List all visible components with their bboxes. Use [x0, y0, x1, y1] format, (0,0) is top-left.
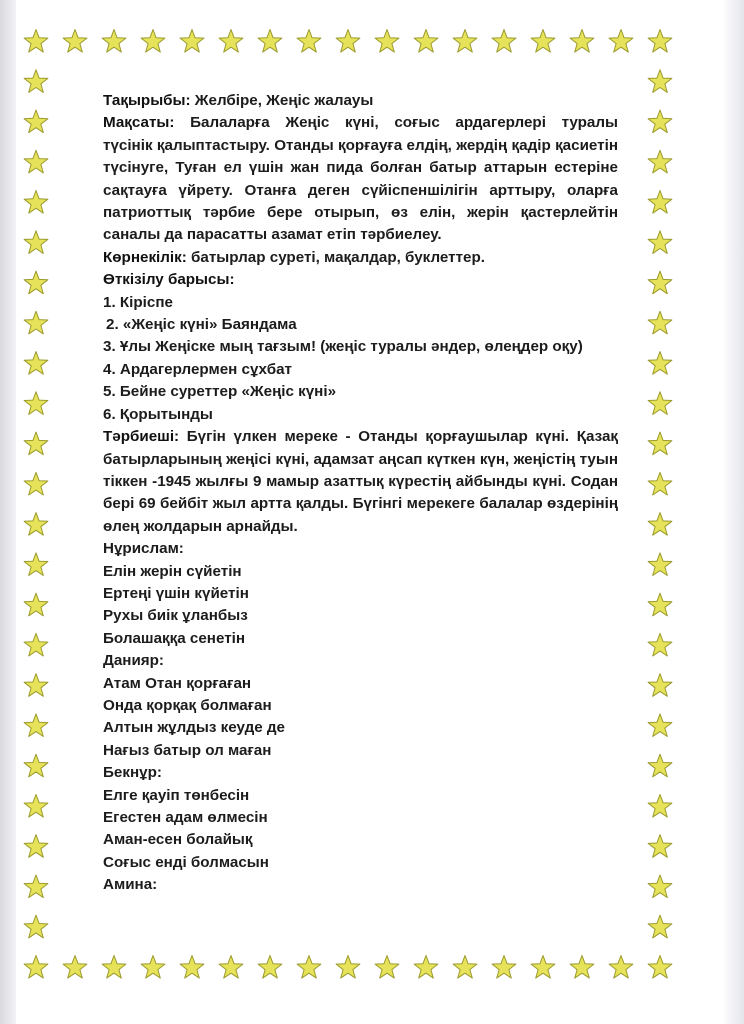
star-icon [24, 956, 48, 979]
poem-line: Елін жерін сүйетін [103, 562, 242, 580]
star-icon [375, 30, 399, 53]
poem-line: Рухы биік ұланбыз [103, 607, 248, 625]
star-icon [492, 956, 516, 979]
star-icon [24, 593, 48, 616]
star-icon [648, 191, 672, 214]
poem-section [103, 538, 618, 897]
star-icon [453, 30, 477, 53]
star-icon [648, 835, 672, 858]
star-icon [336, 30, 360, 53]
star-icon [24, 875, 48, 898]
teacher-text: Бүгін үлкен мереке - Отанды қорғаушылар күні. Қазақ [179, 428, 618, 446]
star-icon [24, 754, 48, 777]
goal-label: Мақсаты: [103, 114, 175, 132]
star-icon [648, 593, 672, 616]
star-icon [258, 30, 282, 53]
star-icon [648, 70, 672, 93]
visual-label: Көрнекілік: [103, 248, 187, 266]
speaker-name: Амина: [103, 876, 158, 894]
page-edge-shadow [722, 0, 744, 1024]
star-icon [648, 754, 672, 777]
star-icon [648, 553, 672, 576]
star-icon [648, 432, 672, 455]
process-label: Өткізілу барысы: [103, 271, 235, 289]
poem-line: Егестен адам өлмесін [103, 809, 268, 826]
star-icon [453, 956, 477, 979]
star-icon [648, 795, 672, 818]
star-icon [24, 633, 48, 656]
star-icon [648, 271, 672, 294]
star-icon [648, 633, 672, 656]
poem-line: Онда қорқақ болмаған [103, 696, 272, 714]
star-icon [24, 70, 48, 93]
speaker-name: Бекнұр: [103, 764, 162, 782]
star-icon [141, 956, 165, 979]
list-item: 6. Қорытынды [103, 405, 213, 423]
star-icon [648, 472, 672, 495]
star-icon [219, 956, 243, 979]
poem-line: Болашаққа сенетін [103, 629, 246, 647]
goal-text: Балаларға Жеңіс күні, соғыс ардагерлері туралы [174, 114, 618, 132]
star-icon [180, 956, 204, 979]
star-icon [648, 231, 672, 254]
list-item: 1. Кіріспе [103, 293, 173, 311]
star-icon [648, 714, 672, 737]
star-icon [24, 30, 48, 53]
star-icon [24, 795, 48, 818]
goal-paragraph: түсінік қалыптастыру. Отанды қорғауға елдің, жердің қадір қасиетін түсінуге, Туған ел үшін жан пида болған батыр аттарын естеріне сақтауға үйрету. Отанға деген сүйіспеншілігін арттыру, оларға патриоттық тәрбие бере отырып, өз елін, жерін қастерлейтін саналы да парасатты азамат етіп тәрбиелеу. [103, 136, 618, 244]
topic-line [103, 90, 618, 112]
goal-line [103, 112, 618, 134]
speaker-name: Нұрислам: [103, 540, 184, 558]
poem-line: Елге қауіп төнбесін [103, 786, 250, 804]
visual-text: батырлар суреті, мақалдар, буклеттер. [186, 248, 485, 266]
star-icon [24, 915, 48, 938]
star-icon [180, 30, 204, 53]
star-icon [648, 110, 672, 133]
star-icon [102, 30, 126, 53]
star-icon [570, 956, 594, 979]
star-icon [24, 110, 48, 133]
star-icon [24, 835, 48, 858]
list-item: 2. «Жеңіс күні» Баяндама [106, 316, 297, 334]
star-icon [648, 875, 672, 898]
star-icon [24, 271, 48, 294]
topic-text: Желбіре, Жеңіс жалауы [190, 92, 374, 109]
visual-line [103, 247, 618, 269]
teacher-label: Тәрбиеші: [103, 428, 180, 446]
list-item: 5. Бейне суреттер «Жеңіс күні» [103, 383, 337, 401]
star-icon [297, 30, 321, 53]
star-icon [570, 30, 594, 53]
star-icon [648, 915, 672, 938]
star-icon [24, 553, 48, 576]
poem-line: Аман-есен болайық [103, 831, 253, 849]
star-icon [63, 30, 87, 53]
list-item: 3. Ұлы Жеңіске мың тағзым! (жеңіс туралы әндер, өлеңдер оқу) [103, 338, 583, 356]
star-icon [414, 30, 438, 53]
poem-line: Ертеңі үшін күйетін [103, 584, 249, 602]
star-icon [63, 956, 87, 979]
star-icon [24, 352, 48, 375]
star-icon [141, 30, 165, 53]
star-icon [609, 30, 633, 53]
star-icon [531, 956, 555, 979]
star-icon [414, 956, 438, 979]
star-icon [648, 392, 672, 415]
poem-line: Нағыз батыр ол маған [103, 741, 272, 759]
poem-line: Соғыс енді болмасын [103, 853, 269, 871]
teacher-line [103, 426, 618, 448]
star-icon [24, 714, 48, 737]
speaker-name: Данияр: [103, 652, 164, 670]
teacher-paragraph: батырларының жеңісі күні, адамзат аңсап күткен күн, жеңістің туын тіккен -1945 жылғы 9 мамыр азаттық күрестің айбынды күні. Содан бері 69 бейбіт жыл артта қалды. Бүгінгі мерекеге балалар өздерінің өлең жолдарын арнайды. [103, 450, 618, 535]
star-icon [609, 956, 633, 979]
poem-line: Атам Отан қорғаған [103, 674, 252, 692]
star-icon [492, 30, 516, 53]
star-icon [219, 30, 243, 53]
process-list [103, 292, 618, 426]
star-icon [648, 674, 672, 697]
star-icon [24, 392, 48, 415]
star-icon [24, 311, 48, 334]
star-icon [531, 30, 555, 53]
star-icon [648, 311, 672, 334]
star-icon [102, 956, 126, 979]
star-icon [648, 30, 672, 53]
star-icon [648, 352, 672, 375]
star-icon [648, 150, 672, 173]
star-icon [648, 513, 672, 536]
star-icon [258, 956, 282, 979]
star-icon [648, 956, 672, 979]
star-icon [375, 956, 399, 979]
topic-label: Тақырыбы: [103, 92, 191, 109]
document-body [103, 90, 618, 897]
star-icon [336, 956, 360, 979]
poem-line: Алтын жұлдыз кеуде де [103, 719, 285, 737]
process-heading [103, 269, 618, 291]
list-item: 4. Ардагерлермен сұхбат [103, 360, 292, 378]
star-icon [297, 956, 321, 979]
star-icon [24, 674, 48, 697]
